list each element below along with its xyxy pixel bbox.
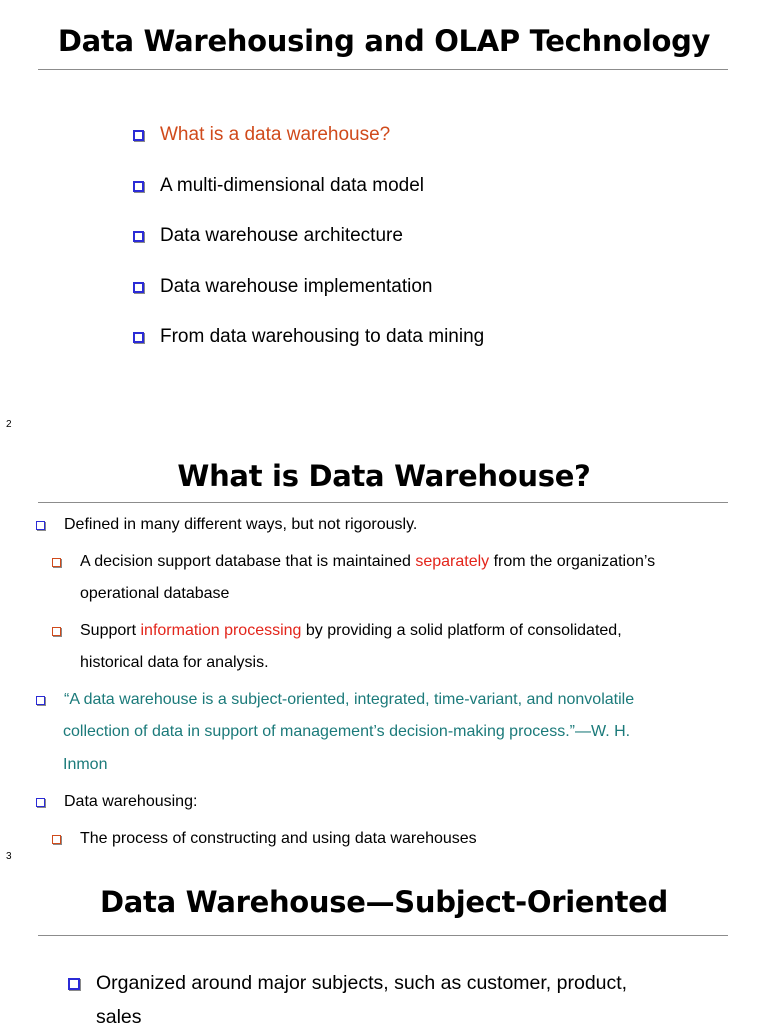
slide2-subbullet-text bbox=[80, 553, 655, 571]
text-run: from the organization’s bbox=[489, 553, 656, 570]
slide1-bullet-1 bbox=[133, 124, 390, 146]
slide1-bullet-text: A multi-dimensional data model bbox=[160, 175, 425, 196]
slide2-bullet-1 bbox=[36, 516, 417, 534]
quote-line-2: collection of data in support of management’s decision-making process.”—W. H. bbox=[63, 723, 631, 740]
checkbox-bullet-icon bbox=[52, 627, 61, 636]
checkbox-bullet-icon bbox=[133, 130, 144, 141]
slide3-title: Data Warehouse—Subject-Oriented bbox=[100, 885, 668, 919]
slide2-divider bbox=[38, 502, 728, 503]
slide2-bullet-3 bbox=[36, 793, 197, 811]
checkbox-bullet-icon bbox=[36, 696, 45, 705]
slide3-bullet-1-cont: sales bbox=[96, 1006, 142, 1028]
checkbox-bullet-icon bbox=[68, 978, 80, 990]
slide2-bullet-text: Defined in many different ways, but not rigorously. bbox=[64, 516, 418, 533]
slide2-subbullet-2 bbox=[52, 622, 622, 640]
checkbox-bullet-icon bbox=[133, 231, 144, 242]
slide2-subbullet-1-cont: operational database bbox=[80, 585, 230, 602]
slide1-bullet-text: Data warehouse architecture bbox=[160, 225, 403, 246]
slide1-divider bbox=[38, 69, 728, 70]
slide2-bullet-text: Data warehousing: bbox=[64, 793, 198, 810]
text-run: by providing a solid platform of consolidated, bbox=[301, 622, 622, 639]
checkbox-bullet-icon bbox=[52, 835, 61, 844]
slide1-bullet-2 bbox=[133, 175, 424, 197]
quote-line-3: Inmon bbox=[63, 756, 108, 773]
slide2-title: What is Data Warehouse? bbox=[177, 459, 591, 493]
text-run: Support bbox=[80, 622, 141, 639]
highlight-text: separately bbox=[415, 553, 490, 570]
slide2-quote-bullet bbox=[36, 691, 634, 709]
checkbox-bullet-icon bbox=[133, 282, 144, 293]
slide3-divider bbox=[38, 935, 728, 936]
slide1-title: Data Warehousing and OLAP Technology bbox=[57, 24, 711, 58]
slide2-subbullet-1 bbox=[52, 553, 655, 571]
slide1-bullet-text: Data warehouse implementation bbox=[160, 276, 433, 297]
quote-line-1: “A data warehouse is a subject-oriented, integrated, time-variant, and nonvolatile bbox=[64, 691, 635, 708]
page-number: 3 bbox=[6, 851, 12, 862]
slide2-subbullet-2-cont: historical data for analysis. bbox=[80, 654, 269, 671]
checkbox-bullet-icon bbox=[133, 332, 144, 343]
slide3-bullet-text: Organized around major subjects, such as customer, product, bbox=[96, 972, 628, 994]
checkbox-bullet-icon bbox=[52, 558, 61, 567]
highlight-text: information processing bbox=[140, 622, 302, 639]
slide1-bullet-3 bbox=[133, 225, 403, 247]
checkbox-bullet-icon bbox=[133, 181, 144, 192]
slide1-bullet-5 bbox=[133, 326, 484, 348]
slide2-subbullet-3 bbox=[52, 830, 477, 848]
slide2-subbullet-text bbox=[80, 622, 622, 640]
slide2-subbullet-text: The process of constructing and using data warehouses bbox=[80, 830, 477, 847]
checkbox-bullet-icon bbox=[36, 521, 45, 530]
page-number: 2 bbox=[6, 419, 12, 430]
slide3-bullet-1 bbox=[68, 972, 627, 995]
slide1-bullet-text: What is a data warehouse? bbox=[160, 124, 391, 145]
slide1-bullet-4 bbox=[133, 276, 433, 298]
text-run: A decision support database that is maintained bbox=[80, 553, 416, 570]
slide1-bullet-text: From data warehousing to data mining bbox=[160, 326, 485, 347]
checkbox-bullet-icon bbox=[36, 798, 45, 807]
